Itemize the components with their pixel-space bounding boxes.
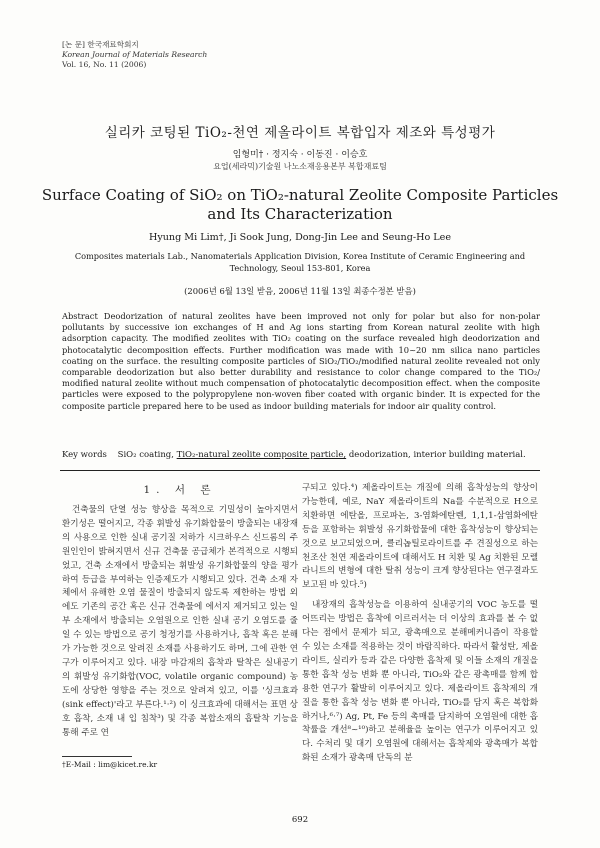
title-english: Surface Coating of SiO₂ on TiO₂-natural Zeolite Composite Particles and Its Characterization [41,186,559,223]
affiliation-korean: 요업(세라믹)기술원 나노소재응용본부 복합재료팀 [213,162,387,171]
keywords [62,450,540,460]
keyword-3: deodorization, interior building material. [348,450,526,460]
body-column-left [62,482,298,740]
paragraph: 구되고 있다.⁴) 제올라이트는 개질에 의해 흡착성능의 향상이 가능한데, 예로, NaY 제올라이트의 Na를 수분적으로 H으로 치환하면 에탄올, 프로파논, 3-염화에탄렌, 1,1,1-삼염화에탄 등을 포함하는 휘발성 유기화합물에 대한 흡착성능이 향상되는 것으로 보고되었으며, 클리놉틸로라이트를 주 견질성으로 하는 천조산 천연 제올라이트에 대해서도 H 치환 및 Ag 치환된 모렐라니트의 변형에 대한 탈취 성능이 크게 향상된다는 연구결과도 보고된 바 있다.⁵) [302,483,538,591]
paragraph: 건축물의 단열 성능 향상을 목적으로 기밀성이 높아지면서 환기성은 떨어지고, 각종 휘발성 유기화합물이 방출되는 내장재의 사용으로 인한 실내 공기질 저하가 시크하우스 신드롬의 주 원인인이 밝혀지면서 신규 건축물 공급체가 본격적으로 시행되었고, 건축 소재에서 방출되는 휘발성 유기화합물의 양을 평가하여 등급을 부여하는 인증제도가 시행되고 있다. 건축 소재 자체에서 유해한 오염 물질이 방출되지 않도록 제한하는 방법 외에도 기존의 공간 혹은 신규 건축물에 에서지 제거되고 있는 일부 소재에서 방출되는 오염원으로 인한 실내 공기 오염도를 줄일 수 있는 방법으로 공기 청정기를 사용하거나, 흡착 혹은 분해가 가능한 것으로 알려진 소재를 사용하기도 하며, 그에 관한 연구가 이루어지고 있다. 내장 마감재의 흡착과 탈착은 실내공기의 휘발성 유기화합(VOC, volatile organic compound) 농도에 상당한 영향을 주는 것으로 알려져 있고, 이를 '싱크효과(sink effect)'라고 부른다.¹·²) 이 싱크효과에 대해서는 표면 상호 흡착, 소재 내 입 침착³) 및 각종 복합소재의 흡탈착 기능을 통해 주로 연 [62,505,298,738]
authors-korean: 임형미† · 정지숙 · 이동진 · 이승호 [232,150,368,160]
title-korean: 실리카 코팅된 TiO₂-천연 제올라이트 복합입자 제조와 특성평가 [104,125,496,141]
received-dates: (2006년 6월 13일 받음, 2006년 11월 13일 최종수정본 받음) [184,286,416,296]
page-number: 692 [291,815,309,825]
divider [60,470,540,471]
journal-header [62,40,207,70]
journal-line-ko: [논 문] 한국재료학회지 [62,40,139,49]
footnote-email: †E-Mail : lim@kicet.re.kr [62,760,158,769]
keyword-2: TiO₂-natural zeolite composite particle, [176,450,347,460]
authors-english: Hyung Mi Lim†, Ji Sook Jung, Dong-Jin Lee and Seung-Ho Lee [148,232,452,243]
footnote-divider [62,756,132,757]
keyword-1: SiO₂ coating, [117,450,174,460]
journal-volume: Vol. 16, No. 11 (2006) [62,60,147,69]
abstract-label: Abstract [62,311,98,321]
section-heading: 1. 서 론 [143,484,217,496]
affiliation-english: Composites materials Lab., Nanomaterials Application Division, Korea Institute of Ceramic Engineering and Technology, Seoul 153-801, Korea [74,251,526,273]
abstract [62,311,540,412]
body-column-right [302,482,538,766]
paragraph: 내장재의 흡착성능을 이용하여 실내공기의 VOC 농도를 떨어뜨리는 방법은 흡착에 이르러서는 더 이상의 효과를 볼 수 없다는 점에서 문제가 되고, 광촉매으로 분해메커니즘이 작용할 수 있는 소재를 적용하는 것이 바람직하다. 따라서 활성탄, 제올라이트, 실리카 등과 같은 다양한 흡착제 및 이들 소재의 개질을 통한 흡착 성능 변화 뿐 아니라, TiO₂와 같은 광촉매를 함께 합용한 연구가 활발히 이루어지고 있다. 제올라이트 흡착제의 개질을 통한 흡착 성능 변화 뿐 아니라, TiO₂를 담지 혹은 복합화하거나,⁶·⁷) Ag, Pt, Fe 등의 촉매를 담지하여 오염원에 대한 흡착률을 개선⁸~¹⁰)하고 분해율을 높이는 연구가 이루어지고 있다. 수처리 및 대기 오염원에 대해서는 흡착제와 광촉매가 복합화된 소재가 광촉매 단독의 분 [302,600,538,764]
abstract-text: Deodorization of natural zeolites have been improved not only for polar but also for non-polar pollutants by successive ion exchanges of H and Ag ions starting from Korean natural zeolite with high adsorption capacity. The modified zeolites with TiO₂ coating on the surface revealed high deodorization and photocatalytic decomposition effects. Further modification was made with 10~20 nm silica nano particles coating on the surface. the resulting composite particles of SiO₂/TiO₂/modified natural zeolite revealed not only comparable deodorization but also better durability and resistance to color change compared to the TiO₂/ modified natural zeolite without much compensation of photocatalytic decomposition effect. when the composite particles were exposed to the polypropylene non-woven fiber coated with organic binder. It is expected for the composite particle prepared here to be used as indoor building materials for indoor air quality control. [62,311,540,411]
keywords-label: Key words [62,450,107,460]
journal-name-en: Korean Journal of Materials Research [62,50,208,59]
